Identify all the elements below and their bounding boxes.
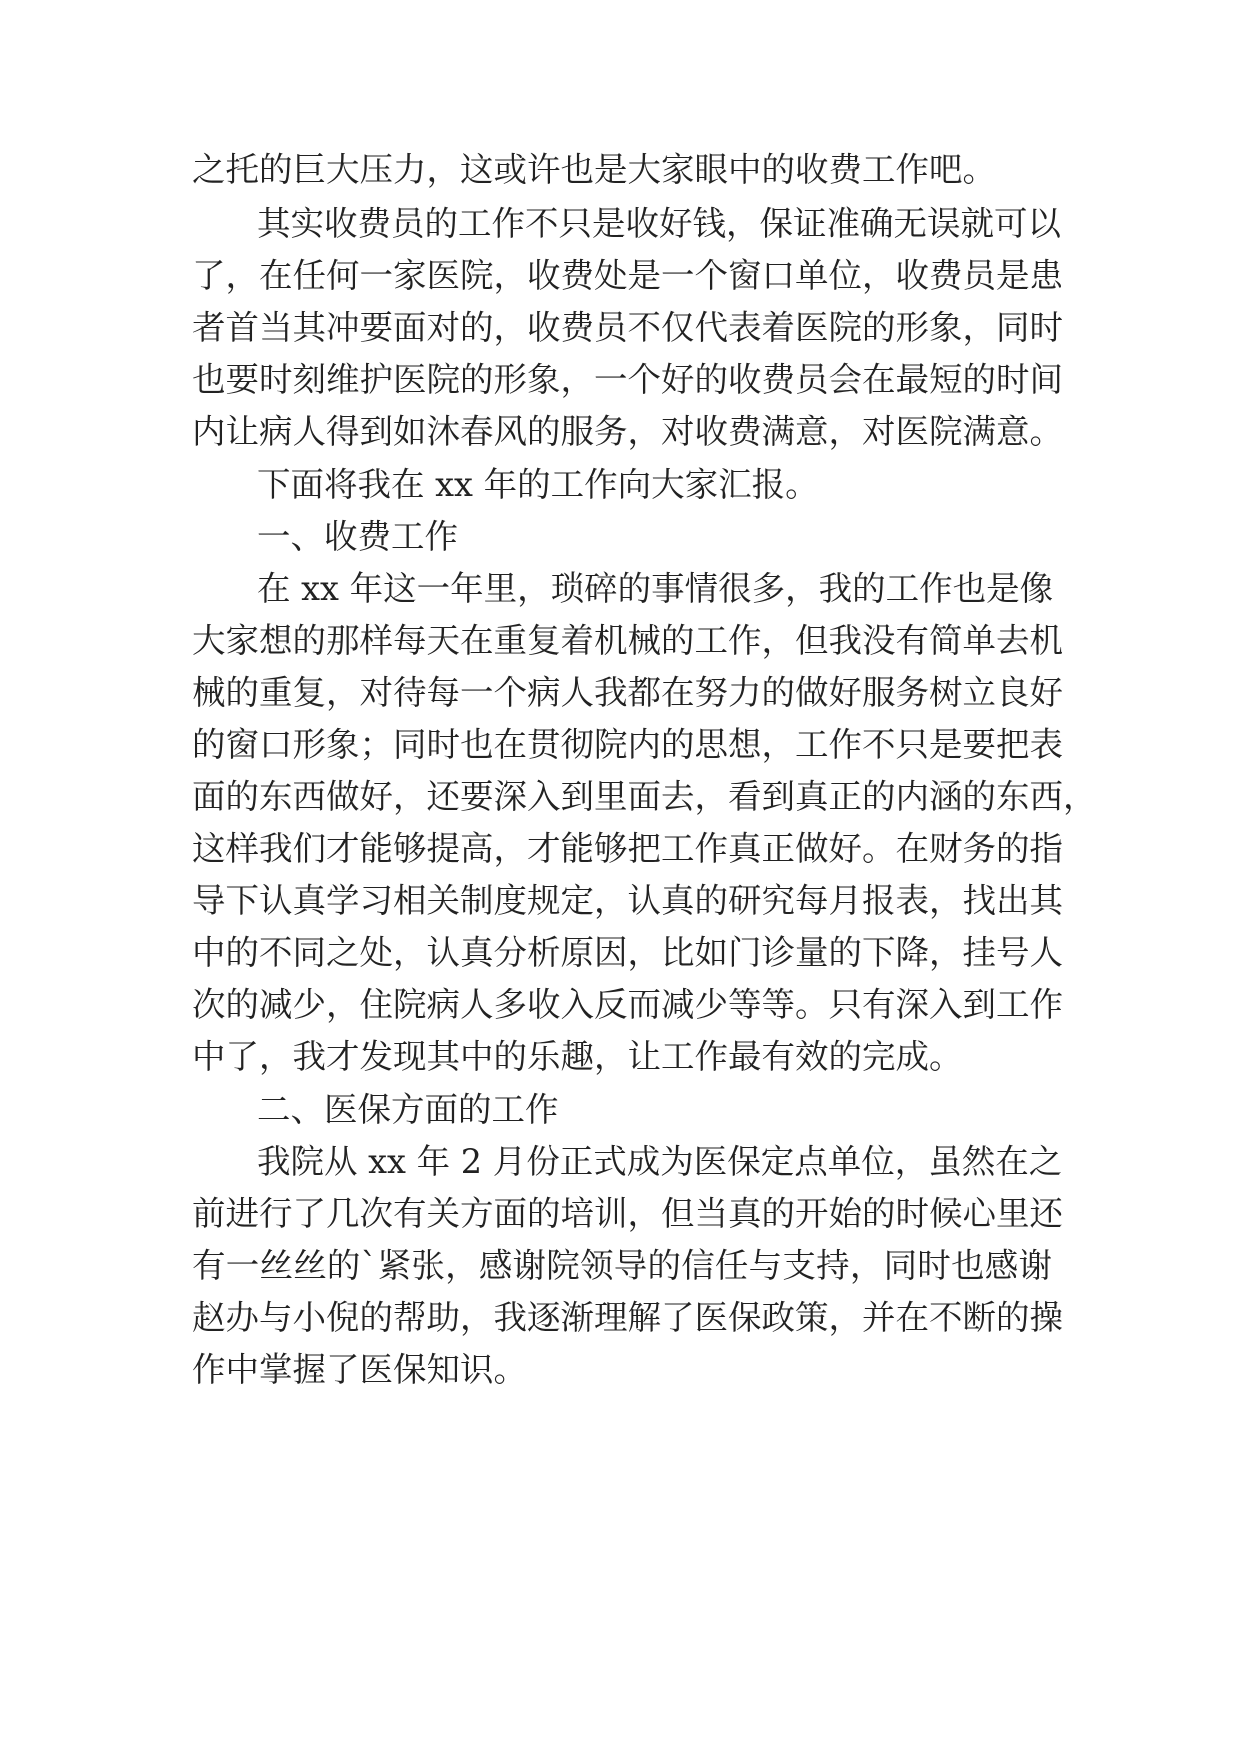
text-line: 之托的巨大压力，这或许也是大家眼中的收费工作吧。 — [192, 150, 996, 189]
text-line: 有一丝丝的`紧张，感谢院领导的信任与支持，同时也感谢 — [192, 1246, 1052, 1285]
text-line: 其实收费员的工作不只是收好钱，保证准确无误就可以 — [257, 204, 1061, 243]
text-line: 面的东西做好，还要深入到里面去，看到真正的内涵的东西， — [192, 777, 1097, 816]
text-line: 中了，我才发现其中的乐趣，让工作最有效的完成。 — [192, 1037, 963, 1076]
text-line: 前进行了几次有关方面的培训，但当真的开始的时候心里还 — [192, 1194, 1063, 1233]
text-line: 者首当其冲要面对的，收费员不仅代表着医院的形象，同时 — [192, 308, 1063, 347]
text-line: 赵办与小倪的帮助，我逐渐理解了医保政策，并在不断的操 — [192, 1298, 1063, 1337]
text-line: 大家想的那样每天在重复着机械的工作，但我没有简单去机 — [192, 621, 1063, 660]
text-line: 在 xx 年这一年里，琐碎的事情很多，我的工作也是像 — [257, 569, 1054, 608]
text-line: 导下认真学习相关制度规定，认真的研究每月报表，找出其 — [192, 881, 1063, 920]
text-line: 的窗口形象；同时也在贯彻院内的思想，工作不只是要把表 — [192, 725, 1063, 764]
text-line: 中的不同之处，认真分析原因，比如门诊量的下降，挂号人 — [192, 933, 1063, 972]
text-line: 作中掌握了医保知识。 — [192, 1350, 527, 1389]
text-line: 也要时刻维护医院的形象，一个好的收费员会在最短的时间 — [192, 360, 1063, 399]
section-heading: 二、医保方面的工作 — [257, 1090, 559, 1129]
text-line: 我院从 xx 年 2 月份正式成为医保定点单位，虽然在之 — [257, 1142, 1063, 1181]
text-line: 了，在任何一家医院，收费处是一个窗口单位，收费员是患 — [192, 256, 1063, 295]
text-line: 这样我们才能够提高，才能够把工作真正做好。在财务的指 — [192, 829, 1063, 868]
text-line: 械的重复，对待每一个病人我都在努力的做好服务树立良好 — [192, 673, 1063, 712]
section-heading: 一、收费工作 — [257, 517, 458, 556]
text-line: 次的减少，住院病人多收入反而减少等等。只有深入到工作 — [192, 985, 1063, 1024]
text-line: 下面将我在 xx 年的工作向大家汇报。 — [257, 465, 819, 504]
text-line: 内让病人得到如沐春风的服务，对收费满意，对医院满意。 — [192, 412, 1063, 451]
